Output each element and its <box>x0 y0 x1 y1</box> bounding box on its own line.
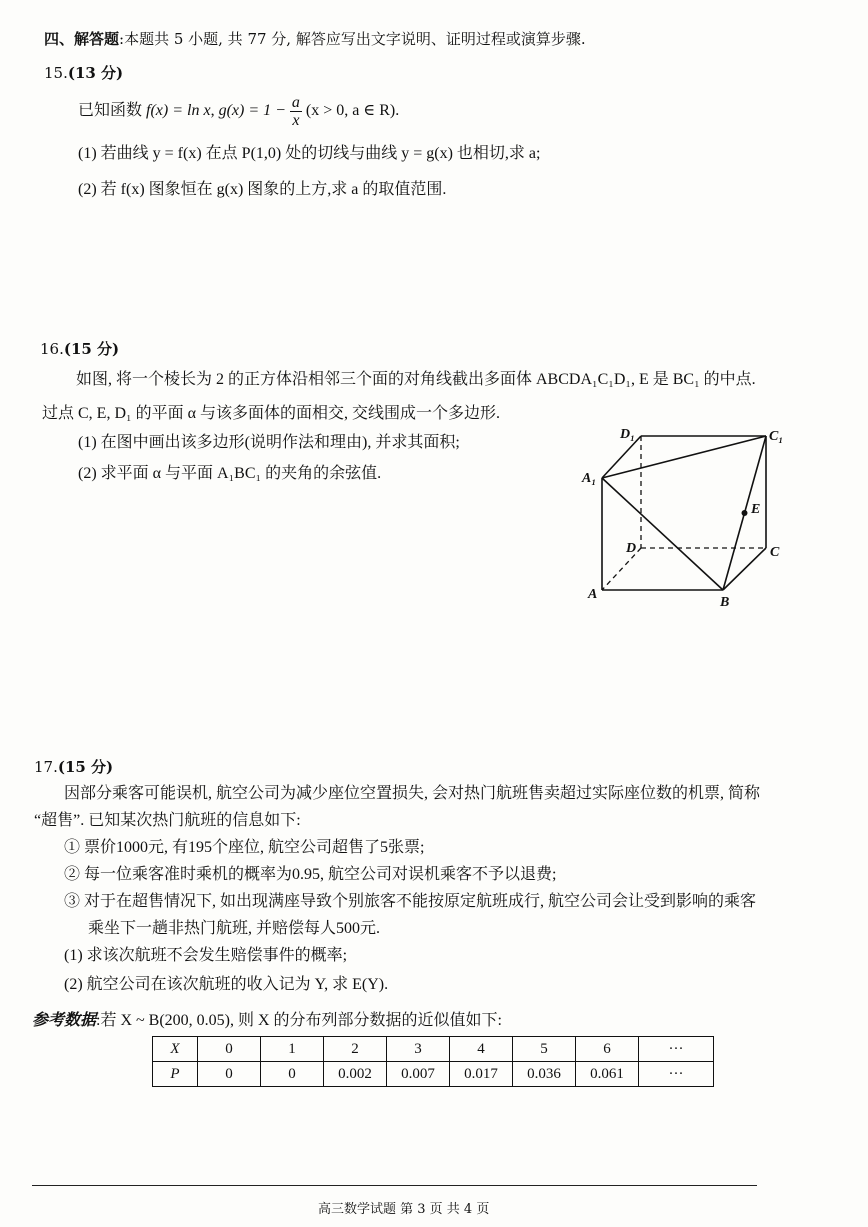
x-cell: 4 <box>450 1037 513 1062</box>
q17-reference <box>32 1007 502 1030</box>
p-cell: 0.007 <box>387 1062 450 1087</box>
label-A1: A₁ <box>582 471 597 486</box>
q15-stem-prefix: 已知函数 <box>78 102 143 120</box>
x-cell: 1 <box>261 1037 324 1062</box>
q16-number: 16. <box>40 340 64 358</box>
q15-part1: (1) 若曲线 y = f(x) 在点 P(1,0) 处的切线与曲线 y = g(x) 也相切,求 a; <box>78 145 541 162</box>
q17-line2: “超售”. 已知某次热门航班的信息如下: <box>34 812 301 829</box>
polyhedron-figure <box>578 418 798 614</box>
q15-number: 15. <box>44 64 68 82</box>
q17-item3a: ③ 对于在超售情况下, 如出现满座导致个别旅客不能按原定航班成行, 航空公司会让受到影响的乘客 <box>64 893 757 910</box>
q17-item2: ② 每一位乘客准时乘机的概率为0.95, 航空公司对误机乘客不予以退费; <box>64 866 557 883</box>
q17-part1: (1) 求该次航班不会发生赔偿事件的概率; <box>64 947 348 964</box>
q16-line1: 如图, 将一个棱长为 2 的正方体沿相邻三个面的对角线截出多面体 ABCDA₁C₁D₁, E 是 BC₁ 的中点. <box>76 371 756 388</box>
x-cell: 0 <box>198 1037 261 1062</box>
p-cell: ··· <box>639 1062 714 1087</box>
q15-stem: 已知函数 f(x) = ln x, g(x) = 1 − $\frac{a}{x}$ (x > 0, a ∈ R). <box>78 94 400 129</box>
q15-fraction-num: a <box>291 94 300 111</box>
q15-stem-condition: (x > 0, a ∈ R). <box>305 102 400 120</box>
x-cell: 3 <box>387 1037 450 1062</box>
label-D1: D₁ <box>620 427 635 442</box>
section-header <box>44 28 586 49</box>
q17-item1: ① 票价1000元, 有195个座位, 航空公司超售了5张票; <box>64 839 425 856</box>
q15-stem-f: f(x) = ln x <box>146 102 211 120</box>
label-C1: C₁ <box>769 429 784 444</box>
p-cell: 0.017 <box>450 1062 513 1087</box>
reference-text: :若 X ~ B(200, 0.05), 则 X 的分布列部分数据的近似值如下: <box>96 1012 503 1029</box>
edge-A1C1 <box>602 436 766 478</box>
edge-A1B <box>602 478 723 590</box>
section-title: 四、解答题 <box>44 30 120 48</box>
x-cell: 6 <box>576 1037 639 1062</box>
q16-part2: (2) 求平面 α 与平面 A₁BC₁ 的夹角的余弦值. <box>78 465 382 482</box>
label-E: E <box>751 502 761 517</box>
label-A: A <box>588 587 598 602</box>
q17-item3b: 乘坐下一趟非热门航班, 并赔偿每人500元. <box>88 920 381 937</box>
q17-line1: 因部分乘客可能误机, 航空公司为减少座位空置损失, 会对热门航班售卖超过实际座位数的机票, 简称 <box>64 785 761 802</box>
table-row-x <box>153 1037 714 1062</box>
page-footer: 高三数学试题 第 3 页 共 4 页 <box>318 1202 490 1217</box>
q15-fraction-den: x <box>292 112 300 129</box>
row-label-x: X <box>153 1037 198 1062</box>
p-cell: 0.002 <box>324 1062 387 1087</box>
q16-line2: 过点 C, E, D₁ 的平面 α 与该多面体的面相交, 交线围成一个多边形. <box>42 405 500 422</box>
p-cell: 0 <box>198 1062 261 1087</box>
x-cell: 2 <box>324 1037 387 1062</box>
p-cell: 0.061 <box>576 1062 639 1087</box>
label-D: D <box>626 541 637 556</box>
label-C: C <box>770 545 780 560</box>
reference-label: 参考数据 <box>32 1012 97 1029</box>
q17-heading <box>34 756 113 777</box>
q15-part2: (2) 若 f(x) 图象恒在 g(x) 图象的上方,求 a 的取值范围. <box>78 181 447 198</box>
label-B: B <box>720 595 730 610</box>
edge-A1D1 <box>602 436 641 478</box>
q16-score: (15 分) <box>63 340 120 358</box>
q15-fraction <box>290 94 302 129</box>
p-cell: 0 <box>261 1062 324 1087</box>
table-row-p <box>153 1062 714 1087</box>
q15-score: (13 分) <box>67 64 124 82</box>
footer-divider <box>32 1185 757 1186</box>
row-label-p: P <box>153 1062 198 1087</box>
q17-part2: (2) 航空公司在该次航班的收入记为 Y, 求 E(Y). <box>64 976 389 993</box>
distribution-table <box>152 1036 714 1087</box>
p-cell: 0.036 <box>513 1062 576 1087</box>
q15-stem-g: g(x) = 1 − <box>218 102 286 120</box>
q16-heading <box>40 338 119 359</box>
x-cell: ··· <box>639 1037 714 1062</box>
q17-number: 17. <box>34 758 58 776</box>
point-E <box>742 510 748 516</box>
q17-score: (15 分) <box>57 758 114 776</box>
q15-heading <box>44 62 123 83</box>
q16-part1: (1) 在图中画出该多边形(说明作法和理由), 并求其面积; <box>78 434 460 451</box>
section-description: :本题共 5 小题, 共 77 分, 解答应写出文字说明、证明过程或演算步骤. <box>119 30 586 48</box>
x-cell: 5 <box>513 1037 576 1062</box>
